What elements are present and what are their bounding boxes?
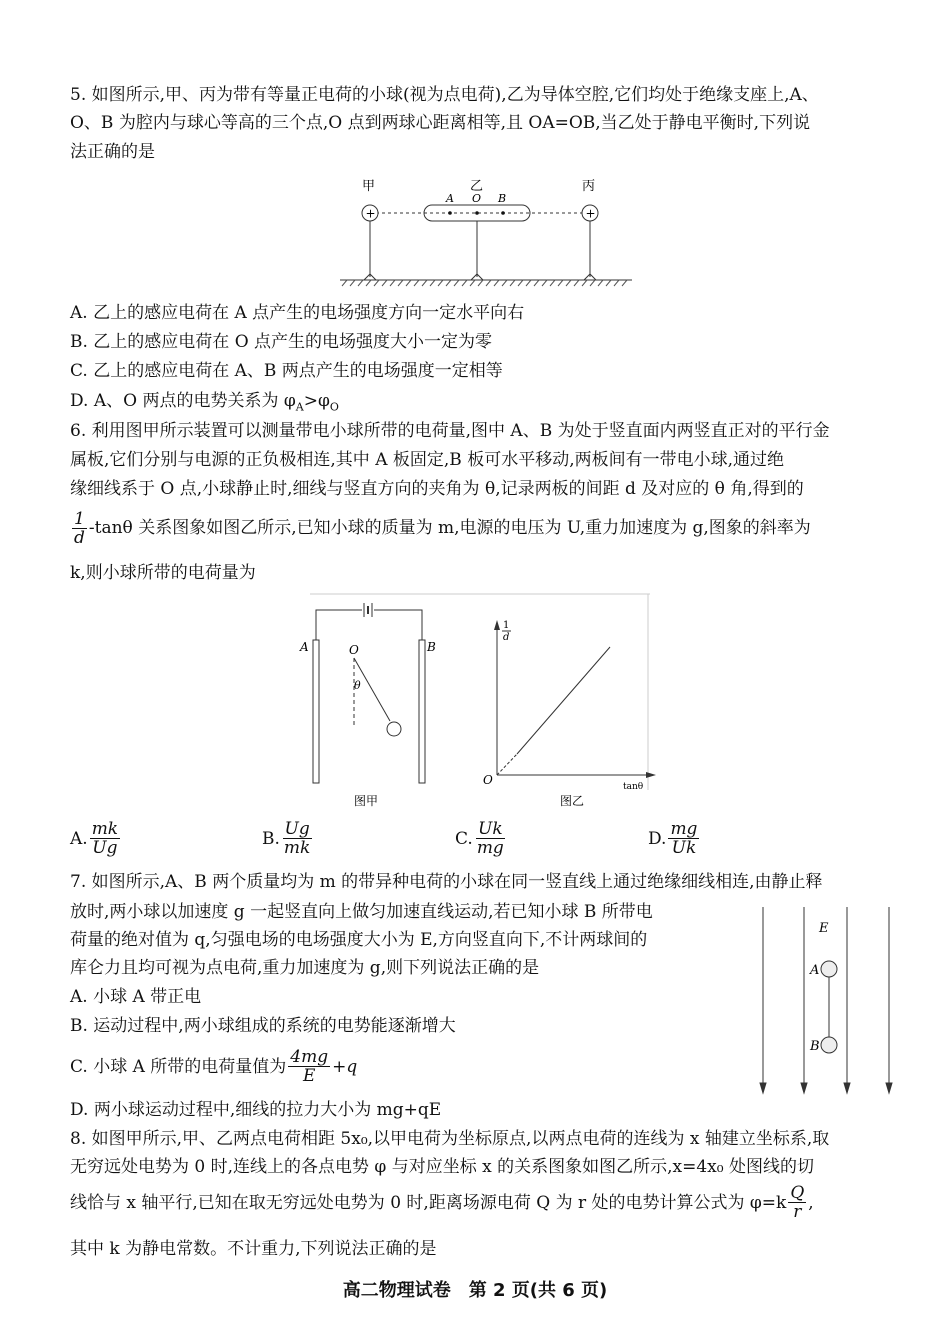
q7-figure [750, 895, 910, 1105]
svg-text:B: B [810, 1039, 820, 1054]
q7-option-d: D. 两小球运动过程中,细线的拉力大小为 mg+qE [70, 1100, 442, 1120]
q6-stem-line-3: 缘细线系于 O 点,小球静止时,细线与竖直方向的夹角为 θ,记录两板的间距 d 及对应的 θ 角,得到的 [70, 479, 804, 499]
plate-a [313, 640, 319, 783]
svg-text:O: O [483, 773, 493, 787]
q7-option-c: C. 小球 A 所带的电荷量值为 $\frac{4mg}{E}$ +q [70, 1047, 358, 1086]
q8-stem-line-3: 线恰与 x 轴平行,已知在取无穷远处电势为 0 时,距离场源电荷 Q 为 r 处的电势计算公式为 φ=k $\frac{Q}{r}$ , [70, 1183, 814, 1222]
svg-text:1: 1 [503, 620, 510, 631]
q7-stem-line-3: 荷量的绝对值为 q,匀强电场的电场强度大小为 E,方向竖直向下,不计两球间的 [70, 930, 648, 950]
q5-option-a: A. 乙上的感应电荷在 A 点产生的电场强度方向一定水平向右 [70, 303, 525, 323]
svg-text:A: A [446, 192, 454, 205]
label-bing: 丙 [582, 179, 596, 194]
q6-option-d: D. $\frac{mg}{Uk}$ [648, 819, 698, 858]
ground-hatch [342, 280, 627, 286]
svg-text:B: B [427, 640, 436, 654]
q6-option-b: B. $\frac{Ug}{mk}$ [262, 819, 311, 858]
q7-option-b: B. 运动过程中,两小球组成的系统的电势能逐渐增大 [70, 1016, 456, 1036]
q5-option-c: C. 乙上的感应电荷在 A、B 两点产生的电场强度一定相等 [70, 361, 503, 381]
svg-text:tanθ: tanθ [623, 782, 644, 792]
svg-text:E: E [819, 921, 829, 936]
svg-text:A: A [810, 963, 820, 978]
page-footer: 高二物理试卷 第 2 页(共 6 页) [342, 1280, 608, 1301]
plate-b [419, 640, 425, 783]
q7-stem-line-1: 7. 如图所示,A、B 两个质量均为 m 的带异种电荷的小球在同一竖直线上通过绝缘细线相连,由静止释 [70, 872, 823, 892]
q5-stem-line-1: 5. 如图所示,甲、丙为带有等量正电荷的小球(视为点电荷),乙为导体空腔,它们均处于绝缘支座上,A、 [70, 85, 819, 105]
q6-stem-line-1: 6. 利用图甲所示装置可以测量带电小球所带的电荷量,图中 A、B 为处于竖直面内两竖直正对的平行金 [70, 421, 830, 441]
label-yi: 乙 [470, 179, 484, 194]
svg-text:+: + [365, 206, 376, 221]
q5-stem-line-3: 法正确的是 [70, 142, 155, 162]
svg-text:图乙: 图乙 [560, 794, 585, 808]
svg-text:B: B [498, 192, 507, 205]
svg-text:A: A [300, 640, 309, 654]
q7-stem-line-2: 放时,两小球以加速度 g 一起竖直向上做匀加速直线运动,若已知小球 B 所带电 [70, 902, 653, 922]
q6-stem-line-4: $\frac{1}{d}$ -tanθ 关系图象如图乙所示,已知小球的质量为 m,电源的电压为 U,重力加速度为 g,图象的斜率为 [74, 509, 811, 548]
svg-text:+: + [585, 206, 596, 221]
ball-a [821, 961, 837, 977]
svg-text:图甲: 图甲 [354, 794, 379, 808]
label-jia: 甲 [362, 179, 376, 194]
svg-text:O: O [349, 643, 359, 657]
q8-stem-line-4: 其中 k 为静电常数。不计重力,下列说法正确的是 [70, 1239, 437, 1259]
charged-ball [387, 722, 401, 736]
q5-option-b: B. 乙上的感应电荷在 O 点产生的电场强度大小一定为零 [70, 332, 493, 352]
q6-option-c: C. $\frac{Uk}{mg}$ [455, 819, 504, 858]
q8-stem-line-1: 8. 如图甲所示,甲、乙两点电荷相距 5x₀,以甲电荷为坐标原点,以两点电荷的连线为 x 轴建立坐标系,取 [70, 1129, 830, 1149]
q6-stem-line-5: k,则小球所带的电荷量为 [70, 563, 256, 583]
ball-b [821, 1037, 837, 1053]
q6-figure-b-graph [460, 590, 660, 810]
graph-line [517, 647, 610, 754]
q6-option-a: A. $\frac{mk}{Ug}$ [70, 819, 119, 858]
graph-line-dashed [497, 754, 517, 775]
svg-text:θ: θ [354, 679, 361, 692]
q8-stem-line-2: 无穷远处电势为 0 时,连线上的各点电势 φ 与对应坐标 x 的关系图象如图乙所示,x=4x₀ 处图线的切 [70, 1157, 814, 1177]
q6-stem-line-2: 属板,它们分别与电源的正负极相连,其中 A 板固定,B 板可水平移动,两板间有一带电小球,通过绝 [70, 450, 784, 470]
q5-figure [340, 170, 640, 300]
q5-stem-line-2: O、B 为腔内与球心等高的三个点,O 点到两球心距离相等,且 OA=OB,当乙处于静电平衡时,下列说 [70, 113, 811, 133]
q5-option-d: D. A、O 两点的电势关系为 $\varphi_A>\varphi_O$ [70, 391, 339, 414]
q7-option-a: A. 小球 A 带正电 [70, 987, 202, 1007]
svg-text:O: O [472, 192, 482, 205]
svg-text:d: d [503, 632, 510, 643]
q7-stem-line-4: 库仑力且均可视为点电荷,重力加速度为 g,则下列说法正确的是 [70, 958, 540, 978]
